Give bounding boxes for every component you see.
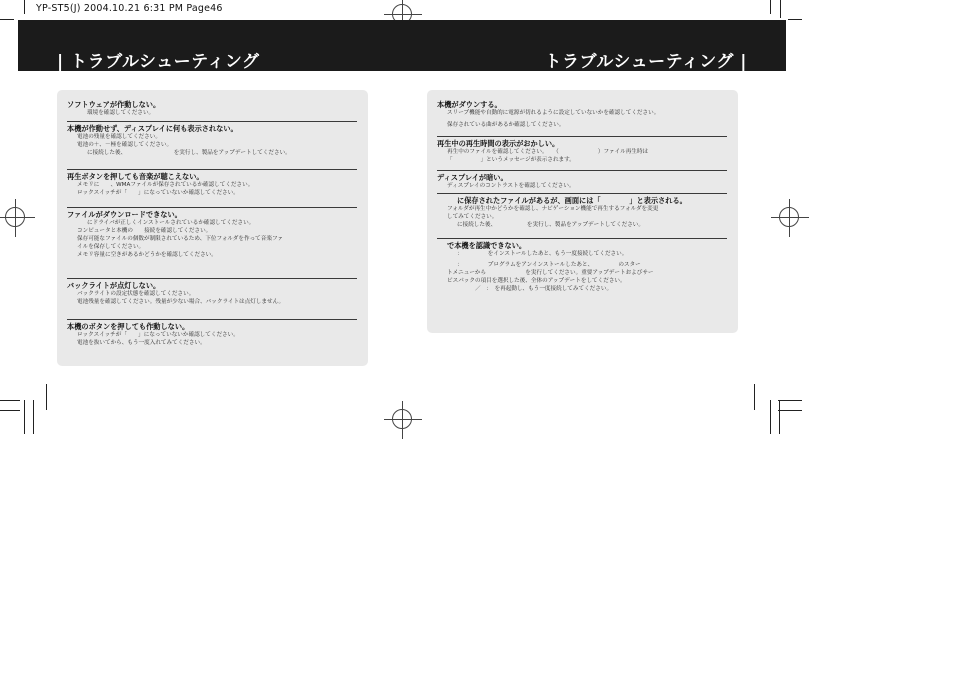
trouble-text: トメニューから を実行してください。重要アップデートおよびサー [447,270,654,276]
crop-mark [754,384,755,410]
page-title-right: トラブルシューティング | [544,52,747,72]
crop-mark [46,384,47,410]
trouble-text: にドライバが正しくインストールされているか確認してください。 [87,220,255,226]
trouble-item [67,121,357,157]
trouble-text: 電池の＋、－極を確認してください。 [77,142,173,148]
trouble-heading: ソフトウェアが作動しない。 [67,100,161,109]
trouble-heading: に保存されたファイルがあるが、画面には「 」と表示される。 [457,196,687,205]
trouble-text: 電池残量を確認してください。残量が少ない場合、バックライトは点灯しません。 [77,299,285,305]
trouble-text: バックライトの設定状態を確認してください。 [77,291,195,297]
trouble-item [437,193,727,229]
trouble-item [67,169,357,197]
trouble-text: コンピュータと本機の 接続を確認してください。 [77,228,212,234]
crop-mark [0,400,20,401]
trouble-heading: 本機のボタンを押しても作動しない。 [67,322,190,331]
trouble-text: スリープ機能や自動的に電源が切れるように設定していないかを確認してください。 [447,110,660,116]
trouble-text: 再生中のファイルを確認してください。 （ ）ファイル再生時は [447,149,649,155]
registration-mark [5,207,25,227]
trouble-text: 「 」というメッセージが表示されます。 [447,157,575,163]
trouble-text: ロックスイッチが「 」になっていないか確認してください。 [77,190,239,196]
trouble-text: 保存可能なファイルの個数が制限されているため、下位フォルダを作って音楽ファ [77,236,284,242]
crop-mark [0,19,14,20]
trouble-item [437,170,727,190]
trouble-item [67,98,357,117]
registration-mark [779,207,799,227]
trouble-item [67,207,357,259]
trouble-text: 電池の残量を確認してください。 [77,134,161,140]
crop-mark [770,400,771,434]
troubleshooting-panel-left [57,90,368,366]
trouble-heading: 本機が作動せず、ディスプレイに何も表示されない。 [67,124,238,133]
trouble-heading: 再生ボタンを押しても音楽が聴こえない。 [67,172,204,181]
crop-mark [788,19,802,20]
trouble-text: に接続した後、 を実行し、製品をアップデートしてください。 [457,222,644,228]
crop-mark [24,400,25,434]
trouble-text: ディスプレイのコントラストを確認してください。 [447,183,575,189]
trouble-text: フォルダが再生中かどうかを確認し、ナビゲーション機能で再生するフォルダを変更 [447,206,659,212]
trouble-text: ／ ： を再起動し、もう一度接続してみてください。 [475,286,613,292]
trouble-heading: 本機がダウンする。 [437,100,502,109]
trouble-item [437,136,727,164]
trouble-text: 保存されている曲があるか確認してください。 [447,122,565,128]
page-title-left: | トラブルシューティング [57,52,260,72]
crop-mark [778,410,802,411]
trouble-text: ロックスイッチが「 」になっていないか確認してください。 [77,332,239,338]
trouble-text: メモリに 、WMAファイルが保存されているか確認してください。 [77,182,254,188]
crop-mark [33,400,34,434]
crop-mark [778,400,802,401]
trouble-heading: バックライトが点灯しない。 [67,281,161,290]
trouble-heading: ファイルがダウンロードできない。 [67,210,182,219]
trouble-heading: ディスプレイが暗い。 [437,173,508,182]
crop-mark [0,410,20,411]
trouble-item [437,98,727,129]
registration-mark [392,409,412,429]
troubleshooting-panel-right [427,90,738,333]
trouble-text: に接続した後、 を実行し、製品をアップデートしてください。 [87,150,291,156]
trouble-item [437,238,727,293]
print-header: YP-ST5(J) 2004.10.21 6:31 PM Page46 [36,3,223,14]
trouble-text: ： プログラムをアンインストールしたあと、 のスター [457,262,641,268]
trouble-text: 電池を抜いてから、もう一度入れてみてください。 [77,340,206,346]
trouble-text: 環境を確認してください。 [87,110,155,116]
trouble-item [67,319,357,347]
crop-mark [770,0,771,14]
crop-mark [779,400,780,434]
trouble-item [67,278,357,306]
trouble-heading: で本機を認識できない。 [447,241,527,250]
trouble-text: メモリ容量に空きがあるかどうかを確認してください。 [77,252,217,258]
trouble-text: ： をインストールしたあと、もう一度接続してください。 [457,251,628,257]
crop-mark [780,0,781,18]
trouble-heading: 再生中の再生時間の表示がおかしい。 [437,139,560,148]
trouble-text: ビスパックの項目を選択した後、全体のアップデートをしてください。 [447,278,626,284]
trouble-text: してみてください。 [447,214,498,220]
trouble-text: イルを保存してください。 [77,244,145,250]
crop-mark [24,0,25,14]
